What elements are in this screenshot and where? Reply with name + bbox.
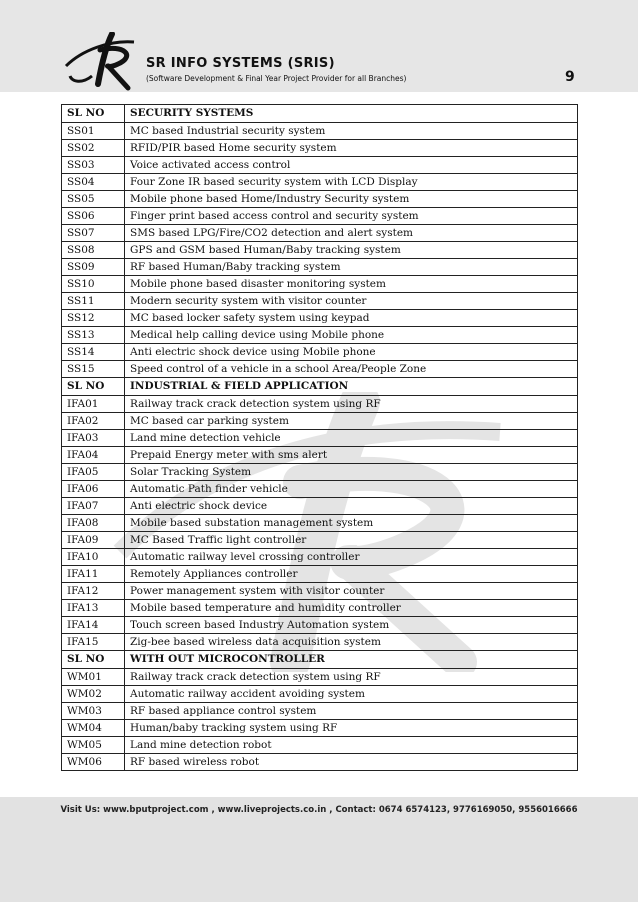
table-row [62, 686, 578, 703]
row-code: WM02 [62, 686, 125, 703]
row-title: Mobile phone based Home/Industry Security system [125, 191, 578, 208]
row-code: IFA05 [62, 464, 125, 481]
company-name: SR INFO SYSTEMS (SRIS) [146, 56, 335, 71]
row-title: Land mine detection robot [125, 737, 578, 754]
table-row [62, 140, 578, 157]
table-row [62, 174, 578, 191]
table-row [62, 276, 578, 293]
project-table [61, 104, 578, 771]
row-title: MC Based Traffic light controller [125, 532, 578, 549]
heading-title: WITH OUT MICROCONTROLLER [125, 651, 578, 669]
row-title: RFID/PIR based Home security system [125, 140, 578, 157]
row-code: IFA03 [62, 430, 125, 447]
row-title: RF based Human/Baby tracking system [125, 259, 578, 276]
row-title: Voice activated access control [125, 157, 578, 174]
heading-title: INDUSTRIAL & FIELD APPLICATION [125, 378, 578, 396]
row-code: SS04 [62, 174, 125, 191]
table-row [62, 669, 578, 686]
row-code: IFA06 [62, 481, 125, 498]
page-header [0, 0, 638, 92]
row-title: Railway track crack detection system using RF [125, 396, 578, 413]
heading-code: SL NO [62, 105, 125, 123]
row-title: Anti electric shock device using Mobile phone [125, 344, 578, 361]
table-row [62, 413, 578, 430]
footer-contact: Visit Us: www.bputproject.com , www.liveprojects.co.in , Contact: 0674 6574123, 9776169050, 9556016666 [60, 805, 578, 815]
table-row [62, 703, 578, 720]
section-heading-row [62, 378, 578, 396]
row-title: Finger print based access control and security system [125, 208, 578, 225]
table-row [62, 225, 578, 242]
table-row [62, 566, 578, 583]
table-row [62, 634, 578, 651]
page-number: 9 [565, 69, 575, 85]
table-row [62, 481, 578, 498]
table-row [62, 617, 578, 634]
table-row [62, 737, 578, 754]
row-code: IFA10 [62, 549, 125, 566]
row-code: SS11 [62, 293, 125, 310]
row-title: Automatic railway level crossing controller [125, 549, 578, 566]
table-row [62, 754, 578, 771]
row-title: Prepaid Energy meter with sms alert [125, 447, 578, 464]
row-title: Zig-bee based wireless data acquisition system [125, 634, 578, 651]
row-code: IFA02 [62, 413, 125, 430]
table-row [62, 208, 578, 225]
row-title: MC based locker safety system using keypad [125, 310, 578, 327]
row-code: SS14 [62, 344, 125, 361]
row-code: IFA13 [62, 600, 125, 617]
row-code: IFA11 [62, 566, 125, 583]
row-title: Railway track crack detection system using RF [125, 669, 578, 686]
section-heading-row [62, 105, 578, 123]
table-row [62, 242, 578, 259]
row-code: SS12 [62, 310, 125, 327]
section-heading-row [62, 651, 578, 669]
row-title: Four Zone IR based security system with LCD Display [125, 174, 578, 191]
row-title: GPS and GSM based Human/Baby tracking system [125, 242, 578, 259]
row-title: MC based Industrial security system [125, 123, 578, 140]
sris-logo-icon [62, 32, 144, 92]
heading-title: SECURITY SYSTEMS [125, 105, 578, 123]
row-code: SS01 [62, 123, 125, 140]
row-code: IFA07 [62, 498, 125, 515]
table-row [62, 532, 578, 549]
row-code: WM01 [62, 669, 125, 686]
row-code: IFA09 [62, 532, 125, 549]
row-title: Solar Tracking System [125, 464, 578, 481]
row-code: IFA04 [62, 447, 125, 464]
row-code: WM05 [62, 737, 125, 754]
table-row [62, 191, 578, 208]
heading-code: SL NO [62, 378, 125, 396]
row-code: IFA15 [62, 634, 125, 651]
row-code: SS13 [62, 327, 125, 344]
table-row [62, 515, 578, 532]
table-row [62, 396, 578, 413]
table-row [62, 464, 578, 481]
table-row [62, 293, 578, 310]
table-row [62, 344, 578, 361]
table-row [62, 327, 578, 344]
row-code: SS05 [62, 191, 125, 208]
row-title: Medical help calling device using Mobile phone [125, 327, 578, 344]
table-row [62, 430, 578, 447]
heading-code: SL NO [62, 651, 125, 669]
row-code: IFA01 [62, 396, 125, 413]
row-title: Mobile based temperature and humidity controller [125, 600, 578, 617]
table-row [62, 720, 578, 737]
row-title: Automatic railway accident avoiding system [125, 686, 578, 703]
row-title: Mobile phone based disaster monitoring system [125, 276, 578, 293]
row-title: Touch screen based Industry Automation system [125, 617, 578, 634]
row-code: SS02 [62, 140, 125, 157]
table-row [62, 583, 578, 600]
row-title: Anti electric shock device [125, 498, 578, 515]
row-title: SMS based LPG/Fire/CO2 detection and alert system [125, 225, 578, 242]
table-row [62, 498, 578, 515]
table-row [62, 447, 578, 464]
row-code: SS10 [62, 276, 125, 293]
table-row [62, 157, 578, 174]
row-title: MC based car parking system [125, 413, 578, 430]
row-code: WM04 [62, 720, 125, 737]
company-tagline: (Software Development & Final Year Project Provider for all Branches) [146, 74, 407, 83]
row-title: RF based wireless robot [125, 754, 578, 771]
row-title: RF based appliance control system [125, 703, 578, 720]
page-footer [0, 797, 638, 902]
row-code: SS03 [62, 157, 125, 174]
row-code: WM03 [62, 703, 125, 720]
row-title: Modern security system with visitor counter [125, 293, 578, 310]
row-title: Remotely Appliances controller [125, 566, 578, 583]
row-code: IFA08 [62, 515, 125, 532]
row-title: Speed control of a vehicle in a school Area/People Zone [125, 361, 578, 378]
row-title: Power management system with visitor counter [125, 583, 578, 600]
row-code: SS08 [62, 242, 125, 259]
table-row [62, 259, 578, 276]
row-title: Mobile based substation management system [125, 515, 578, 532]
table-row [62, 549, 578, 566]
row-code: IFA12 [62, 583, 125, 600]
row-code: IFA14 [62, 617, 125, 634]
row-code: SS06 [62, 208, 125, 225]
row-code: SS07 [62, 225, 125, 242]
row-title: Human/baby tracking system using RF [125, 720, 578, 737]
table-row [62, 600, 578, 617]
document-page [0, 92, 638, 797]
row-title: Automatic Path finder vehicle [125, 481, 578, 498]
row-title: Land mine detection vehicle [125, 430, 578, 447]
table-row [62, 123, 578, 140]
table-row [62, 361, 578, 378]
table-row [62, 310, 578, 327]
row-code: SS15 [62, 361, 125, 378]
row-code: WM06 [62, 754, 125, 771]
row-code: SS09 [62, 259, 125, 276]
